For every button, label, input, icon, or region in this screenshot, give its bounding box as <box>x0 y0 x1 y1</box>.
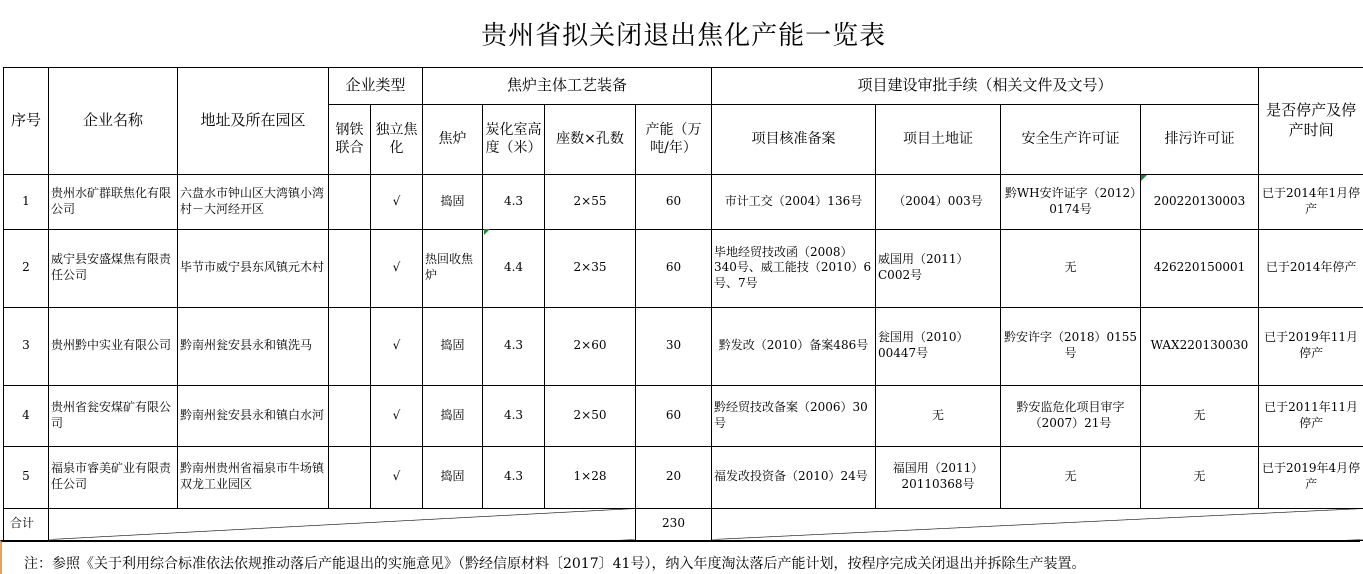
table-title: 贵州省拟关闭退出焦化产能一览表 <box>4 0 1363 67</box>
cell-land: 威国用（2011）C002号 <box>876 229 1001 307</box>
cell-land: 瓮国用（2010）00447号 <box>876 307 1001 385</box>
cell-count: 2×60 <box>545 307 636 385</box>
cell-steel <box>329 174 371 229</box>
cell-index: 1 <box>4 174 49 229</box>
comment-marker-icon <box>484 229 490 235</box>
cell-land: 无 <box>876 385 1001 446</box>
cell-pollution: 无 <box>1141 446 1259 508</box>
cell-filing: 市计工交（2004）136号 <box>712 174 876 229</box>
cell-index: 4 <box>4 385 49 446</box>
cell-independent: √ <box>371 229 423 307</box>
cell-capacity: 60 <box>636 229 712 307</box>
cell-steel <box>329 229 371 307</box>
cell-height: 4.3 <box>483 385 545 446</box>
table-row <box>4 229 1363 307</box>
header-company: 企业名称 <box>49 67 178 174</box>
cell-address: 毕节市威宁县东风镇元木村 <box>178 229 329 307</box>
header-type-steel: 钢铁联合 <box>329 104 371 174</box>
header-approval-group: 项目建设审批手续（相关文件及文号） <box>712 67 1259 104</box>
cell-company: 威宁县安盛煤焦有限责任公司 <box>49 229 178 307</box>
header-stopped: 是否停产及停产时间 <box>1259 67 1363 174</box>
cell-address: 黔南州贵州省福泉市牛场镇双龙工业园区 <box>178 446 329 508</box>
header-approval-land: 项目土地证 <box>876 104 1001 174</box>
cell-independent: √ <box>371 385 423 446</box>
cell-address: 黔南州瓮安县永和镇白水河 <box>178 385 329 446</box>
table-row <box>4 385 1363 446</box>
cell-safety: 无 <box>1001 229 1141 307</box>
cell-count: 2×55 <box>545 174 636 229</box>
cell-stopped: 已于2011年11月停产 <box>1259 385 1363 446</box>
cell-capacity: 30 <box>636 307 712 385</box>
cell-independent: √ <box>371 446 423 508</box>
total-capacity: 230 <box>636 508 712 540</box>
cell-safety: 黔安监危化项目审字（2007）21号 <box>1001 385 1141 446</box>
cell-stopped: 已于2014年停产 <box>1259 229 1363 307</box>
header-type-independent: 独立焦化 <box>371 104 423 174</box>
cell-steel <box>329 385 371 446</box>
cell-height: 4.3 <box>483 446 545 508</box>
header-address: 地址及所在园区 <box>178 67 329 174</box>
header-equip-group: 焦炉主体工艺装备 <box>423 67 712 104</box>
cell-independent: √ <box>371 174 423 229</box>
cell-capacity: 60 <box>636 174 712 229</box>
total-blank-diagonal-right <box>712 508 1363 540</box>
header-type-group: 企业类型 <box>329 67 423 104</box>
cell-address: 六盘水市钟山区大湾镇小湾村－大河经开区 <box>178 174 329 229</box>
cell-company: 贵州省瓮安煤矿有限公司 <box>49 385 178 446</box>
cell-address: 黔南州瓮安县永和镇洗马 <box>178 307 329 385</box>
header-approval-safety: 安全生产许可证 <box>1001 104 1141 174</box>
cell-company: 福泉市睿美矿业有限责任公司 <box>49 446 178 508</box>
cell-pollution: 无 <box>1141 385 1259 446</box>
cell-oven: 热回收焦炉 <box>423 229 483 307</box>
total-row <box>4 508 1363 540</box>
cell-oven: 捣固 <box>423 307 483 385</box>
table-row <box>4 307 1363 385</box>
cell-filing: 毕地经贸技改函（2008）340号、威工能技（2010）6号、7号 <box>712 229 876 307</box>
table-row <box>4 446 1363 508</box>
cell-filing: 黔发改（2010）备案486号 <box>712 307 876 385</box>
cell-oven: 捣固 <box>423 446 483 508</box>
header-equip-oven: 焦炉 <box>423 104 483 174</box>
cell-safety: 无 <box>1001 446 1141 508</box>
cell-company: 贵州黔中实业有限公司 <box>49 307 178 385</box>
header-equip-height: 炭化室高度（米） <box>483 104 545 174</box>
table-row <box>4 174 1363 229</box>
cell-count: 2×50 <box>545 385 636 446</box>
header-index: 序号 <box>4 67 49 174</box>
cell-land: （2004）003号 <box>876 174 1001 229</box>
total-blank-diagonal <box>49 508 636 540</box>
cell-capacity: 60 <box>636 385 712 446</box>
cell-count: 1×28 <box>545 446 636 508</box>
cell-steel <box>329 307 371 385</box>
header-approval-pollution: 排污许可证 <box>1141 104 1259 174</box>
cell-index: 3 <box>4 307 49 385</box>
cell-capacity: 20 <box>636 446 712 508</box>
cell-filing: 黔经贸技改备案（2006）30号 <box>712 385 876 446</box>
cell-filing: 福发改投资备（2010）24号 <box>712 446 876 508</box>
header-capacity: 产能（万吨/年） <box>636 104 712 174</box>
cell-safety: 黔WH安许证字（2012）0174号 <box>1001 174 1141 229</box>
header-equip-count: 座数×孔数 <box>545 104 636 174</box>
cell-pollution: 200220130003 <box>1141 174 1259 229</box>
cell-oven: 捣固 <box>423 174 483 229</box>
cell-pollution: 426220150001 <box>1141 229 1259 307</box>
footnote: 注：参照《关于利用综合标准依法依规推动落后产能退出的实施意见》（黔经信原材料〔2017〕41号），纳入年度淘汰落后产能计划，按程序完成关闭退出并拆除生产装置。 <box>0 540 1360 574</box>
comment-marker-icon <box>1141 175 1147 181</box>
total-label: 合计 <box>4 508 49 540</box>
coking-capacity-table <box>3 0 1363 541</box>
cell-steel <box>329 446 371 508</box>
cell-stopped: 已于2019年4月停产 <box>1259 446 1363 508</box>
cell-safety: 黔安许字（2018）0155号 <box>1001 307 1141 385</box>
cell-height: 4.3 <box>483 174 545 229</box>
cell-height: 4.4 <box>483 229 545 307</box>
cell-independent: √ <box>371 307 423 385</box>
cell-index: 2 <box>4 229 49 307</box>
cell-index: 5 <box>4 446 49 508</box>
cell-count: 2×35 <box>545 229 636 307</box>
cell-height: 4.3 <box>483 307 545 385</box>
cell-stopped: 已于2014年1月停产 <box>1259 174 1363 229</box>
cell-oven: 捣固 <box>423 385 483 446</box>
header-approval-filing: 项目核准备案 <box>712 104 876 174</box>
cell-land: 福国用（2011）20110368号 <box>876 446 1001 508</box>
cell-company: 贵州水矿群联焦化有限公司 <box>49 174 178 229</box>
cell-pollution: WAX220130030 <box>1141 307 1259 385</box>
cell-stopped: 已于2019年11月停产 <box>1259 307 1363 385</box>
